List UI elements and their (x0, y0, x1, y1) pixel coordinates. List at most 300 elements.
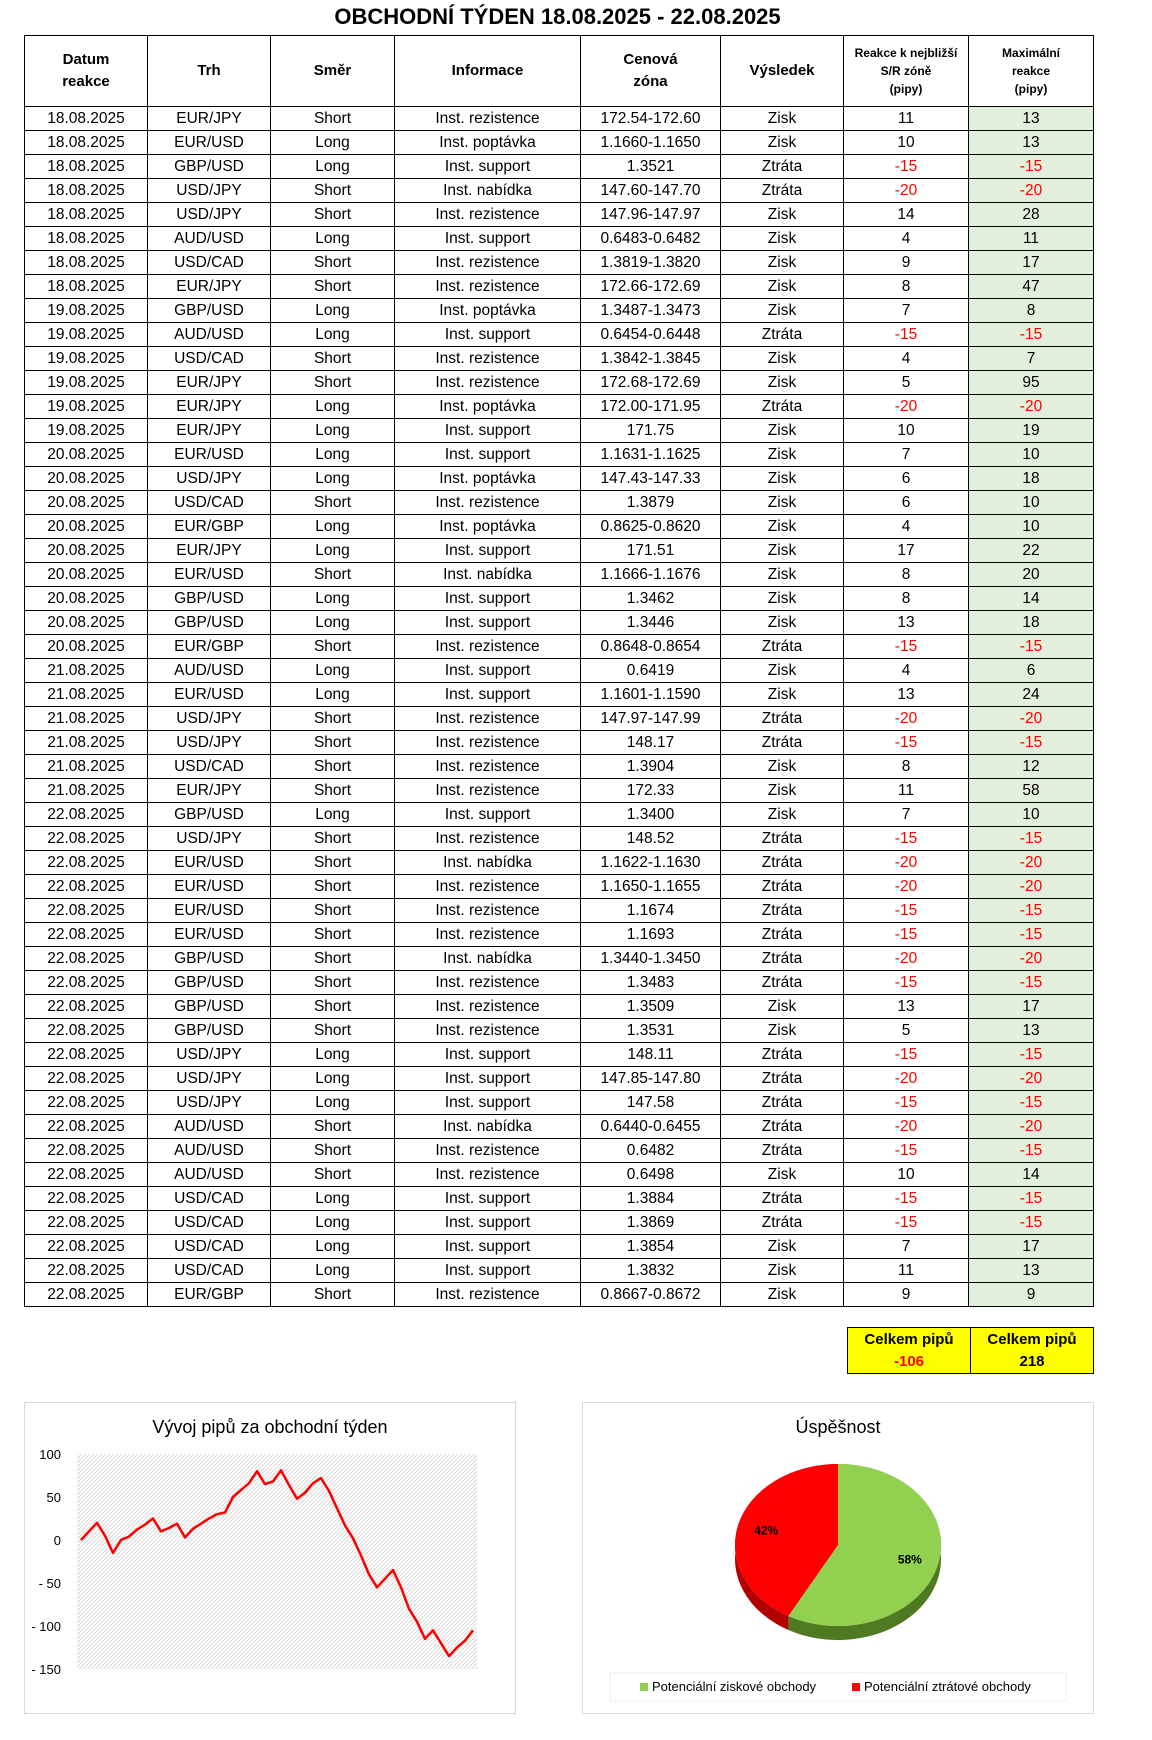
cell-direction: Long (271, 443, 395, 467)
cell-info: Inst. poptávka (395, 467, 581, 491)
cell-max-reaction: -20 (969, 179, 1094, 203)
table-row (25, 1043, 1094, 1067)
cell-reaction: -15 (844, 1139, 969, 1163)
table-row (25, 587, 1094, 611)
cell-max-reaction: 13 (969, 1019, 1094, 1043)
cell-direction: Short (271, 851, 395, 875)
cell-date: 22.08.2025 (25, 1163, 148, 1187)
table-row (25, 1163, 1094, 1187)
cell-direction: Short (271, 923, 395, 947)
cell-result: Ztráta (721, 155, 844, 179)
table-row (25, 419, 1094, 443)
cell-zone: 148.52 (581, 827, 721, 851)
cell-info: Inst. support (395, 1187, 581, 1211)
cell-reaction: -15 (844, 923, 969, 947)
y-tick-label: - 100 (31, 1619, 61, 1634)
cell-market: USD/JPY (148, 1043, 271, 1067)
cell-info: Inst. rezistence (395, 971, 581, 995)
cell-max-reaction: -15 (969, 323, 1094, 347)
cell-result: Ztráta (721, 179, 844, 203)
cell-date: 20.08.2025 (25, 491, 148, 515)
cell-result: Zisk (721, 587, 844, 611)
cell-date: 20.08.2025 (25, 539, 148, 563)
cell-reaction: -20 (844, 947, 969, 971)
cell-zone: 1.3509 (581, 995, 721, 1019)
trades-table (24, 35, 1094, 1307)
cell-direction: Long (271, 467, 395, 491)
pie-chart-panel (582, 1402, 1094, 1714)
cell-reaction: 8 (844, 587, 969, 611)
cell-max-reaction: 22 (969, 539, 1094, 563)
cell-max-reaction: 13 (969, 131, 1094, 155)
cell-max-reaction: 9 (969, 1283, 1094, 1307)
cell-zone: 0.6498 (581, 1163, 721, 1187)
header-max-reaction: Maximální reakce (pipy) (969, 36, 1094, 107)
cell-zone: 147.96-147.97 (581, 203, 721, 227)
table-row (25, 1091, 1094, 1115)
cell-info: Inst. nabídka (395, 851, 581, 875)
cell-direction: Short (271, 563, 395, 587)
cell-date: 22.08.2025 (25, 851, 148, 875)
cell-max-reaction: -15 (969, 899, 1094, 923)
cell-market: GBP/USD (148, 611, 271, 635)
cell-date: 22.08.2025 (25, 995, 148, 1019)
cell-info: Inst. support (395, 1091, 581, 1115)
cell-reaction: 9 (844, 251, 969, 275)
cell-market: GBP/USD (148, 587, 271, 611)
cell-reaction: -15 (844, 1091, 969, 1115)
total-max-label: Celkem pipů (987, 1330, 1077, 1348)
cell-max-reaction: 19 (969, 419, 1094, 443)
table-row (25, 851, 1094, 875)
cell-date: 22.08.2025 (25, 827, 148, 851)
cell-date: 18.08.2025 (25, 155, 148, 179)
cell-max-reaction: 17 (969, 1235, 1094, 1259)
table-row (25, 611, 1094, 635)
cell-info: Inst. poptávka (395, 299, 581, 323)
cell-zone: 1.3483 (581, 971, 721, 995)
header-date: Datum reakce (25, 36, 148, 107)
cell-market: GBP/USD (148, 947, 271, 971)
cell-result: Ztráta (721, 923, 844, 947)
cell-result: Zisk (721, 611, 844, 635)
cell-date: 21.08.2025 (25, 731, 148, 755)
cell-result: Ztráta (721, 1187, 844, 1211)
cell-reaction: 7 (844, 1235, 969, 1259)
header-market: Trh (148, 36, 271, 107)
cell-direction: Short (271, 779, 395, 803)
cell-date: 22.08.2025 (25, 1067, 148, 1091)
cell-market: EUR/USD (148, 443, 271, 467)
cell-info: Inst. support (395, 683, 581, 707)
cell-market: EUR/JPY (148, 539, 271, 563)
cell-reaction: 6 (844, 467, 969, 491)
cell-info: Inst. support (395, 1211, 581, 1235)
cell-date: 22.08.2025 (25, 971, 148, 995)
cell-result: Zisk (721, 995, 844, 1019)
cell-zone: 1.3440-1.3450 (581, 947, 721, 971)
y-tick-label: 0 (53, 1533, 61, 1548)
cell-date: 22.08.2025 (25, 875, 148, 899)
cell-direction: Short (271, 971, 395, 995)
cell-reaction: 5 (844, 371, 969, 395)
cell-result: Zisk (721, 299, 844, 323)
cell-zone: 147.43-147.33 (581, 467, 721, 491)
cell-result: Zisk (721, 515, 844, 539)
cell-max-reaction: 17 (969, 251, 1094, 275)
cell-zone: 1.3521 (581, 155, 721, 179)
cell-date: 21.08.2025 (25, 755, 148, 779)
cell-direction: Long (271, 323, 395, 347)
total-reaction-cell (848, 1328, 971, 1374)
cell-result: Zisk (721, 1259, 844, 1283)
cell-info: Inst. rezistence (395, 827, 581, 851)
cell-direction: Short (271, 1115, 395, 1139)
cell-date: 19.08.2025 (25, 299, 148, 323)
cell-date: 22.08.2025 (25, 1283, 148, 1307)
cell-reaction: -20 (844, 1067, 969, 1091)
cell-reaction: -20 (844, 395, 969, 419)
cell-market: GBP/USD (148, 155, 271, 179)
cell-direction: Long (271, 1043, 395, 1067)
cell-reaction: 4 (844, 515, 969, 539)
cell-direction: Long (271, 659, 395, 683)
cell-date: 22.08.2025 (25, 1235, 148, 1259)
cell-max-reaction: 95 (969, 371, 1094, 395)
cell-result: Zisk (721, 275, 844, 299)
cell-info: Inst. nabídka (395, 563, 581, 587)
cell-info: Inst. support (395, 659, 581, 683)
cell-zone: 1.3884 (581, 1187, 721, 1211)
cell-result: Ztráta (721, 731, 844, 755)
cell-reaction: -20 (844, 179, 969, 203)
cell-info: Inst. rezistence (395, 1163, 581, 1187)
cell-zone: 1.1622-1.1630 (581, 851, 721, 875)
cell-market: USD/JPY (148, 179, 271, 203)
legend-label-loss: Potenciální ztrátové obchody (864, 1679, 1031, 1694)
cell-date: 21.08.2025 (25, 779, 148, 803)
cell-direction: Short (271, 827, 395, 851)
cell-market: EUR/GBP (148, 515, 271, 539)
cell-zone: 1.3842-1.3845 (581, 347, 721, 371)
cell-result: Zisk (721, 203, 844, 227)
cell-date: 20.08.2025 (25, 467, 148, 491)
cell-direction: Short (271, 1019, 395, 1043)
cell-direction: Long (271, 1211, 395, 1235)
cell-direction: Short (271, 635, 395, 659)
table-row (25, 275, 1094, 299)
table-row (25, 299, 1094, 323)
cell-reaction: -20 (844, 707, 969, 731)
cell-reaction: 9 (844, 1283, 969, 1307)
cell-max-reaction: 10 (969, 515, 1094, 539)
cell-zone: 0.8625-0.8620 (581, 515, 721, 539)
table-row (25, 707, 1094, 731)
cell-result: Zisk (721, 659, 844, 683)
cell-result: Ztráta (721, 947, 844, 971)
cell-market: EUR/JPY (148, 779, 271, 803)
cell-market: USD/JPY (148, 707, 271, 731)
header-result: Výsledek (721, 36, 844, 107)
table-row (25, 923, 1094, 947)
totals-table (847, 1327, 1094, 1374)
table-row (25, 1211, 1094, 1235)
cell-reaction: 7 (844, 443, 969, 467)
cell-market: EUR/USD (148, 899, 271, 923)
y-tick-label: 100 (39, 1447, 61, 1462)
cell-zone: 0.6482 (581, 1139, 721, 1163)
cell-direction: Long (271, 1067, 395, 1091)
cell-max-reaction: 18 (969, 611, 1094, 635)
cell-direction: Short (271, 707, 395, 731)
cell-market: USD/CAD (148, 1259, 271, 1283)
cell-info: Inst. support (395, 227, 581, 251)
cell-direction: Long (271, 683, 395, 707)
cell-date: 20.08.2025 (25, 515, 148, 539)
cell-zone: 172.33 (581, 779, 721, 803)
cell-market: USD/JPY (148, 731, 271, 755)
cell-result: Ztráta (721, 395, 844, 419)
cell-zone: 147.97-147.99 (581, 707, 721, 731)
cell-max-reaction: 7 (969, 347, 1094, 371)
table-row (25, 1067, 1094, 1091)
cell-info: Inst. rezistence (395, 203, 581, 227)
table-row (25, 1235, 1094, 1259)
cell-reaction: 4 (844, 227, 969, 251)
cell-info: Inst. support (395, 323, 581, 347)
cell-date: 22.08.2025 (25, 1187, 148, 1211)
cell-max-reaction: -20 (969, 851, 1094, 875)
cell-market: EUR/USD (148, 923, 271, 947)
cell-max-reaction: -15 (969, 1091, 1094, 1115)
cell-result: Zisk (721, 563, 844, 587)
cell-info: Inst. rezistence (395, 707, 581, 731)
cell-zone: 171.51 (581, 539, 721, 563)
y-tick-label: - 50 (38, 1576, 61, 1591)
cell-direction: Long (271, 131, 395, 155)
cell-zone: 172.68-172.69 (581, 371, 721, 395)
cell-reaction: 10 (844, 1163, 969, 1187)
cell-reaction: 14 (844, 203, 969, 227)
cell-max-reaction: -20 (969, 1067, 1094, 1091)
cell-reaction: 11 (844, 107, 969, 131)
cell-direction: Short (271, 755, 395, 779)
cell-max-reaction: -15 (969, 923, 1094, 947)
cell-direction: Long (271, 1187, 395, 1211)
pie-chart (583, 1403, 1093, 1713)
y-tick-label: - 150 (31, 1662, 61, 1677)
cell-info: Inst. rezistence (395, 755, 581, 779)
cell-reaction: 10 (844, 419, 969, 443)
cell-market: AUD/USD (148, 323, 271, 347)
cell-result: Zisk (721, 539, 844, 563)
cell-max-reaction: 12 (969, 755, 1094, 779)
cell-market: EUR/JPY (148, 395, 271, 419)
cell-info: Inst. rezistence (395, 899, 581, 923)
cell-date: 20.08.2025 (25, 635, 148, 659)
cell-max-reaction: -20 (969, 875, 1094, 899)
header-reaction: Reakce k nejbližší S/R zóně (pipy) (844, 36, 969, 107)
cell-max-reaction: 6 (969, 659, 1094, 683)
cell-direction: Long (271, 803, 395, 827)
cell-market: USD/CAD (148, 1187, 271, 1211)
cell-reaction: -20 (844, 875, 969, 899)
cell-max-reaction: 8 (969, 299, 1094, 323)
cell-max-reaction: -15 (969, 731, 1094, 755)
cell-max-reaction: 14 (969, 1163, 1094, 1187)
cell-market: EUR/USD (148, 683, 271, 707)
cell-result: Zisk (721, 491, 844, 515)
cell-info: Inst. support (395, 587, 581, 611)
cell-info: Inst. poptávka (395, 395, 581, 419)
cell-info: Inst. rezistence (395, 1283, 581, 1307)
cell-direction: Long (271, 1259, 395, 1283)
cell-result: Ztráta (721, 875, 844, 899)
cell-reaction: 8 (844, 563, 969, 587)
cell-zone: 1.3879 (581, 491, 721, 515)
cell-info: Inst. support (395, 539, 581, 563)
cell-max-reaction: 10 (969, 491, 1094, 515)
cell-reaction: 4 (844, 659, 969, 683)
cell-zone: 148.17 (581, 731, 721, 755)
cell-date: 19.08.2025 (25, 419, 148, 443)
cell-market: AUD/USD (148, 227, 271, 251)
total-max-cell (971, 1328, 1094, 1374)
cell-direction: Short (271, 731, 395, 755)
cell-reaction: -15 (844, 323, 969, 347)
cell-market: USD/CAD (148, 1211, 271, 1235)
header-direction: Směr (271, 36, 395, 107)
cell-market: AUD/USD (148, 1163, 271, 1187)
cell-market: USD/JPY (148, 1067, 271, 1091)
cell-max-reaction: 11 (969, 227, 1094, 251)
total-reaction-value: -106 (893, 1352, 925, 1370)
line-chart-title: Vývoj pipů za obchodní týden (152, 1417, 388, 1437)
cell-market: GBP/USD (148, 299, 271, 323)
cell-reaction: 13 (844, 611, 969, 635)
cell-date: 22.08.2025 (25, 1019, 148, 1043)
cell-market: USD/JPY (148, 1091, 271, 1115)
cell-zone: 1.3832 (581, 1259, 721, 1283)
cell-direction: Short (271, 491, 395, 515)
cell-market: USD/JPY (148, 467, 271, 491)
cell-info: Inst. poptávka (395, 131, 581, 155)
cell-date: 21.08.2025 (25, 707, 148, 731)
cell-zone: 1.1674 (581, 899, 721, 923)
total-max-value: 218 (1019, 1352, 1045, 1370)
cell-max-reaction: -15 (969, 827, 1094, 851)
cell-reaction: -15 (844, 635, 969, 659)
cell-zone: 0.6454-0.6448 (581, 323, 721, 347)
table-header-row (25, 36, 1094, 107)
cell-result: Zisk (721, 227, 844, 251)
table-row (25, 347, 1094, 371)
cell-market: EUR/JPY (148, 419, 271, 443)
table-row (25, 467, 1094, 491)
cell-direction: Short (271, 947, 395, 971)
cell-direction: Long (271, 155, 395, 179)
table-row (25, 755, 1094, 779)
table-row (25, 995, 1094, 1019)
table-row (25, 1187, 1094, 1211)
cell-direction: Short (271, 995, 395, 1019)
cell-reaction: 13 (844, 995, 969, 1019)
cell-direction: Long (271, 419, 395, 443)
cell-result: Ztráta (721, 1139, 844, 1163)
cell-zone: 147.85-147.80 (581, 1067, 721, 1091)
cell-zone: 1.3487-1.3473 (581, 299, 721, 323)
cell-direction: Short (271, 275, 395, 299)
cell-date: 18.08.2025 (25, 107, 148, 131)
cell-info: Inst. rezistence (395, 371, 581, 395)
cell-info: Inst. rezistence (395, 995, 581, 1019)
cell-max-reaction: 10 (969, 443, 1094, 467)
cell-direction: Long (271, 587, 395, 611)
cell-info: Inst. rezistence (395, 491, 581, 515)
cell-market: EUR/JPY (148, 107, 271, 131)
table-row (25, 251, 1094, 275)
y-tick-label: 50 (46, 1490, 61, 1505)
cell-date: 22.08.2025 (25, 923, 148, 947)
cell-date: 20.08.2025 (25, 587, 148, 611)
cell-date: 21.08.2025 (25, 659, 148, 683)
cell-info: Inst. rezistence (395, 779, 581, 803)
cell-max-reaction: 18 (969, 467, 1094, 491)
cell-info: Inst. rezistence (395, 1019, 581, 1043)
cell-date: 20.08.2025 (25, 563, 148, 587)
cell-direction: Short (271, 251, 395, 275)
cell-result: Ztráta (721, 899, 844, 923)
cell-market: AUD/USD (148, 1139, 271, 1163)
cell-date: 20.08.2025 (25, 611, 148, 635)
cell-zone: 1.3531 (581, 1019, 721, 1043)
cell-max-reaction: -20 (969, 707, 1094, 731)
cell-max-reaction: -20 (969, 947, 1094, 971)
cell-market: EUR/JPY (148, 275, 271, 299)
cell-market: GBP/USD (148, 1019, 271, 1043)
cell-date: 22.08.2025 (25, 1043, 148, 1067)
cell-result: Zisk (721, 1235, 844, 1259)
cell-reaction: 5 (844, 1019, 969, 1043)
line-chart (25, 1403, 515, 1713)
table-row (25, 563, 1094, 587)
cell-direction: Long (271, 515, 395, 539)
table-row (25, 443, 1094, 467)
cell-date: 22.08.2025 (25, 1211, 148, 1235)
cell-result: Zisk (721, 1283, 844, 1307)
cell-max-reaction: -15 (969, 155, 1094, 179)
table-row (25, 107, 1094, 131)
cell-date: 18.08.2025 (25, 251, 148, 275)
cell-result: Zisk (721, 755, 844, 779)
cell-info: Inst. support (395, 611, 581, 635)
cell-zone: 172.66-172.69 (581, 275, 721, 299)
cell-reaction: -15 (844, 1211, 969, 1235)
cell-info: Inst. rezistence (395, 107, 581, 131)
cell-reaction: 17 (844, 539, 969, 563)
cell-direction: Long (271, 611, 395, 635)
table-row (25, 515, 1094, 539)
cell-market: EUR/GBP (148, 635, 271, 659)
pie-label-win: 58% (897, 1552, 922, 1567)
legend-swatch-loss (852, 1683, 860, 1691)
cell-result: Zisk (721, 131, 844, 155)
cell-result: Zisk (721, 467, 844, 491)
cell-zone: 147.58 (581, 1091, 721, 1115)
cell-result: Ztráta (721, 1211, 844, 1235)
cell-result: Ztráta (721, 1115, 844, 1139)
cell-direction: Short (271, 203, 395, 227)
